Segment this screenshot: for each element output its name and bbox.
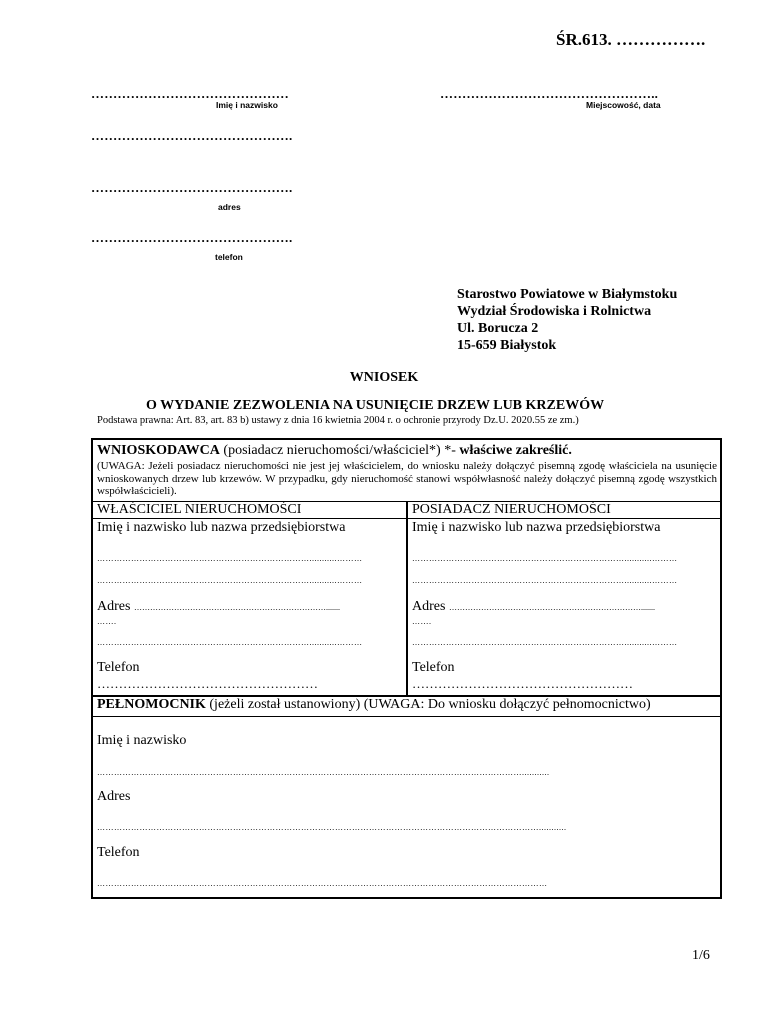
place-date-line: ………………………………………….. — [440, 86, 659, 101]
name-label: Imię i nazwisko — [216, 100, 278, 110]
holder-phone-line[interactable]: …………………………………………… — [412, 676, 633, 691]
document-title: WNIOSEK — [349, 370, 419, 385]
proxy-name-line[interactable]: ……………………………………………………………………………………………………………………………………........... — [97, 768, 550, 777]
address-line: ………………………………………. — [91, 180, 293, 195]
owner-name-line-1[interactable]: …………………………………………………………………...........……… — [97, 554, 363, 563]
phone-label: telefon — [215, 252, 243, 262]
holder-name-line-1[interactable]: …………………………………………………………………...........……… — [412, 554, 678, 563]
name-line: ……………………………………… — [91, 86, 289, 101]
holder-address-line-2[interactable]: …………………………………………………………………...........……… — [412, 638, 678, 647]
address-label: adres — [218, 202, 241, 212]
holder-address-line[interactable]: ………………………………………………………………....... — [448, 603, 655, 612]
reference-number: ŚR.613. ……………. — [556, 30, 706, 49]
holder-name-label: Imię i nazwisko lub nazwa przedsiębiorstwa — [412, 520, 661, 535]
owner-phone-label: Telefon — [97, 660, 140, 675]
application-form-table — [91, 438, 722, 899]
recipient-office: Starostwo Powiatowe w Białymstoku — [457, 287, 678, 302]
name-line-2: ………………………………………. — [91, 128, 293, 143]
owner-address-label: Adres ………………………………………………………………....... — [97, 599, 340, 614]
phone-line: ………………………………………. — [91, 230, 293, 245]
applicant-heading-label: WNIOSKODAWCA — [97, 443, 220, 458]
owner-phone-line[interactable]: …………………………………………… — [97, 676, 318, 691]
applicant-heading-rest: (posiadacz nieruchomości/właściciel*) *- — [219, 443, 460, 458]
proxy-heading: PEŁNOMOCNIK (jeżeli został ustanowiony) (UWAGA: Do wniosku dołączyć pełnomocnictwo) — [97, 697, 651, 712]
document-subtitle: O WYDANIE ZEZWOLENIA NA USUNIĘCIE DRZEW LUB KRZEWÓW — [146, 398, 605, 413]
holder-name-line-2[interactable]: …………………………………………………………………...........……… — [412, 576, 678, 585]
proxy-phone-label: Telefon — [97, 845, 140, 860]
proxy-address-label: Adres — [97, 789, 131, 804]
owner-address-line[interactable]: ………………………………………………………………....... — [133, 603, 340, 612]
applicant-strike-instruction: właściwe zakreślić. — [459, 443, 572, 458]
owner-address-line-2[interactable]: …………………………………………………………………...........……… — [97, 638, 363, 647]
proxy-phone-line[interactable]: …………………………………………………………………………………………………………………………………………… — [97, 879, 548, 888]
applicant-note: (UWAGA: Jeżeli posiadacz nieruchomości nie jest jej właścicielem, do wniosku należy dołączyć pisemną zgodę właściciela na usunięcie wnioskowanych drzew lub krzewów. W przypadku, gdy nieruchomość stanowi współwłasność należy dołączyć pisemną zgodę wszystkich współwłaścicieli). — [97, 460, 717, 497]
holder-address-label: Adres ………………………………………………………………....... — [412, 599, 655, 614]
proxy-name-label: Imię i nazwisko — [97, 733, 187, 748]
column-divider — [406, 501, 408, 695]
recipient-city: 15-659 Białystok — [457, 338, 557, 353]
page-number: 1/6 — [692, 948, 710, 963]
owner-name-label: Imię i nazwisko lub nazwa przedsiębiorstwa — [97, 520, 346, 535]
divider — [93, 716, 720, 717]
holder-address-line-cont[interactable]: ……. — [412, 617, 432, 626]
proxy-address-line[interactable]: …………………………………………………………………………………………………………………………………………........... — [97, 823, 567, 832]
recipient-department: Wydział Środowiska i Rolnictwa — [457, 304, 652, 319]
place-date-label: Miejscowość, data — [586, 100, 661, 110]
recipient-street: Ul. Borucza 2 — [457, 321, 539, 336]
applicant-heading — [97, 443, 572, 459]
owner-name-line-2[interactable]: …………………………………………………………………...........……… — [97, 576, 363, 585]
holder-phone-label: Telefon — [412, 660, 455, 675]
owner-heading: WŁAŚCICIEL NIERUCHOMOŚCI — [97, 502, 302, 517]
holder-heading: POSIADACZ NIERUCHOMOŚCI — [412, 502, 611, 517]
legal-basis: Podstawa prawna: Art. 83, art. 83 b) ustawy z dnia 16 kwietnia 2004 r. o ochronie przyrody Dz.U. 2020.55 ze zm.) — [97, 415, 579, 426]
owner-address-line-cont[interactable]: ……. — [97, 617, 117, 626]
